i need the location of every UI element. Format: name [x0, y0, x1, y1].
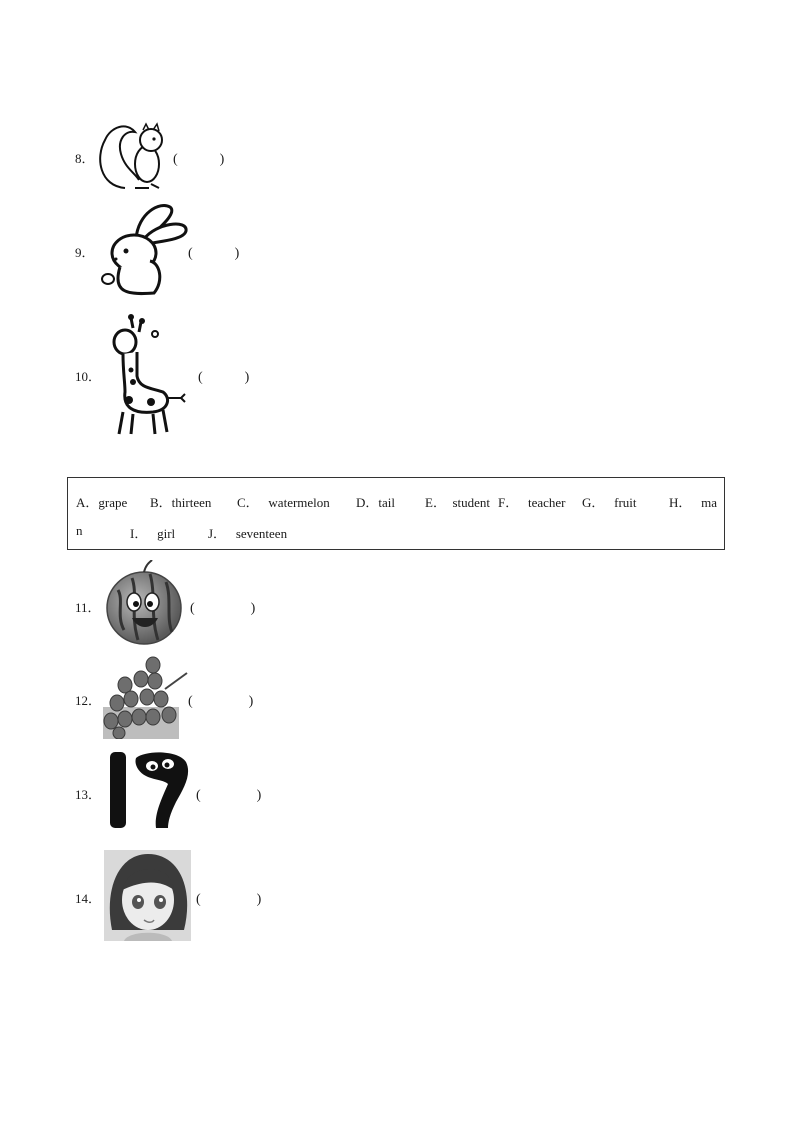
squirrel-icon — [95, 118, 175, 196]
answer-parentheses[interactable]: ( ) — [188, 246, 240, 261]
question-number: 12． — [75, 693, 102, 708]
word-option-e: E． student — [425, 495, 491, 510]
rabbit-icon — [98, 203, 190, 299]
question-number: 8． — [75, 151, 95, 166]
question-number: 13． — [75, 787, 102, 802]
answer-parentheses[interactable]: ( ) — [188, 694, 254, 709]
number-17-icon — [106, 748, 196, 832]
word-option-f: F． teacher — [498, 495, 566, 510]
grapes-icon — [103, 655, 189, 739]
answer-parentheses[interactable]: ( ) — [196, 892, 262, 907]
word-option-h-cont: n — [76, 523, 83, 538]
giraffe-icon — [103, 312, 199, 438]
answer-parentheses[interactable]: ( ) — [190, 601, 256, 616]
number-17-graphic — [106, 748, 196, 832]
question-number: 10． — [75, 369, 102, 384]
word-option-j: J． seventeen — [208, 526, 288, 541]
word-option-i: I． girl — [130, 526, 176, 541]
word-option-g: G． fruit — [582, 495, 637, 510]
word-bank-box — [67, 477, 725, 550]
answer-parentheses[interactable]: ( ) — [198, 370, 250, 385]
word-option-h: H． ma — [669, 495, 718, 510]
word-option-a: A．grape — [76, 495, 128, 510]
girl-face-icon — [104, 850, 191, 941]
answer-parentheses[interactable]: ( ) — [196, 788, 262, 803]
answer-parentheses[interactable]: ( ) — [173, 152, 225, 167]
question-number: 14． — [75, 891, 102, 906]
word-option-d: D．tail — [356, 495, 395, 510]
word-option-c: C． watermelon — [237, 495, 330, 510]
question-number: 9． — [75, 245, 95, 260]
word-option-b: B．thirteen — [150, 495, 212, 510]
watermelon-icon — [104, 560, 184, 646]
question-number: 11． — [75, 600, 101, 615]
